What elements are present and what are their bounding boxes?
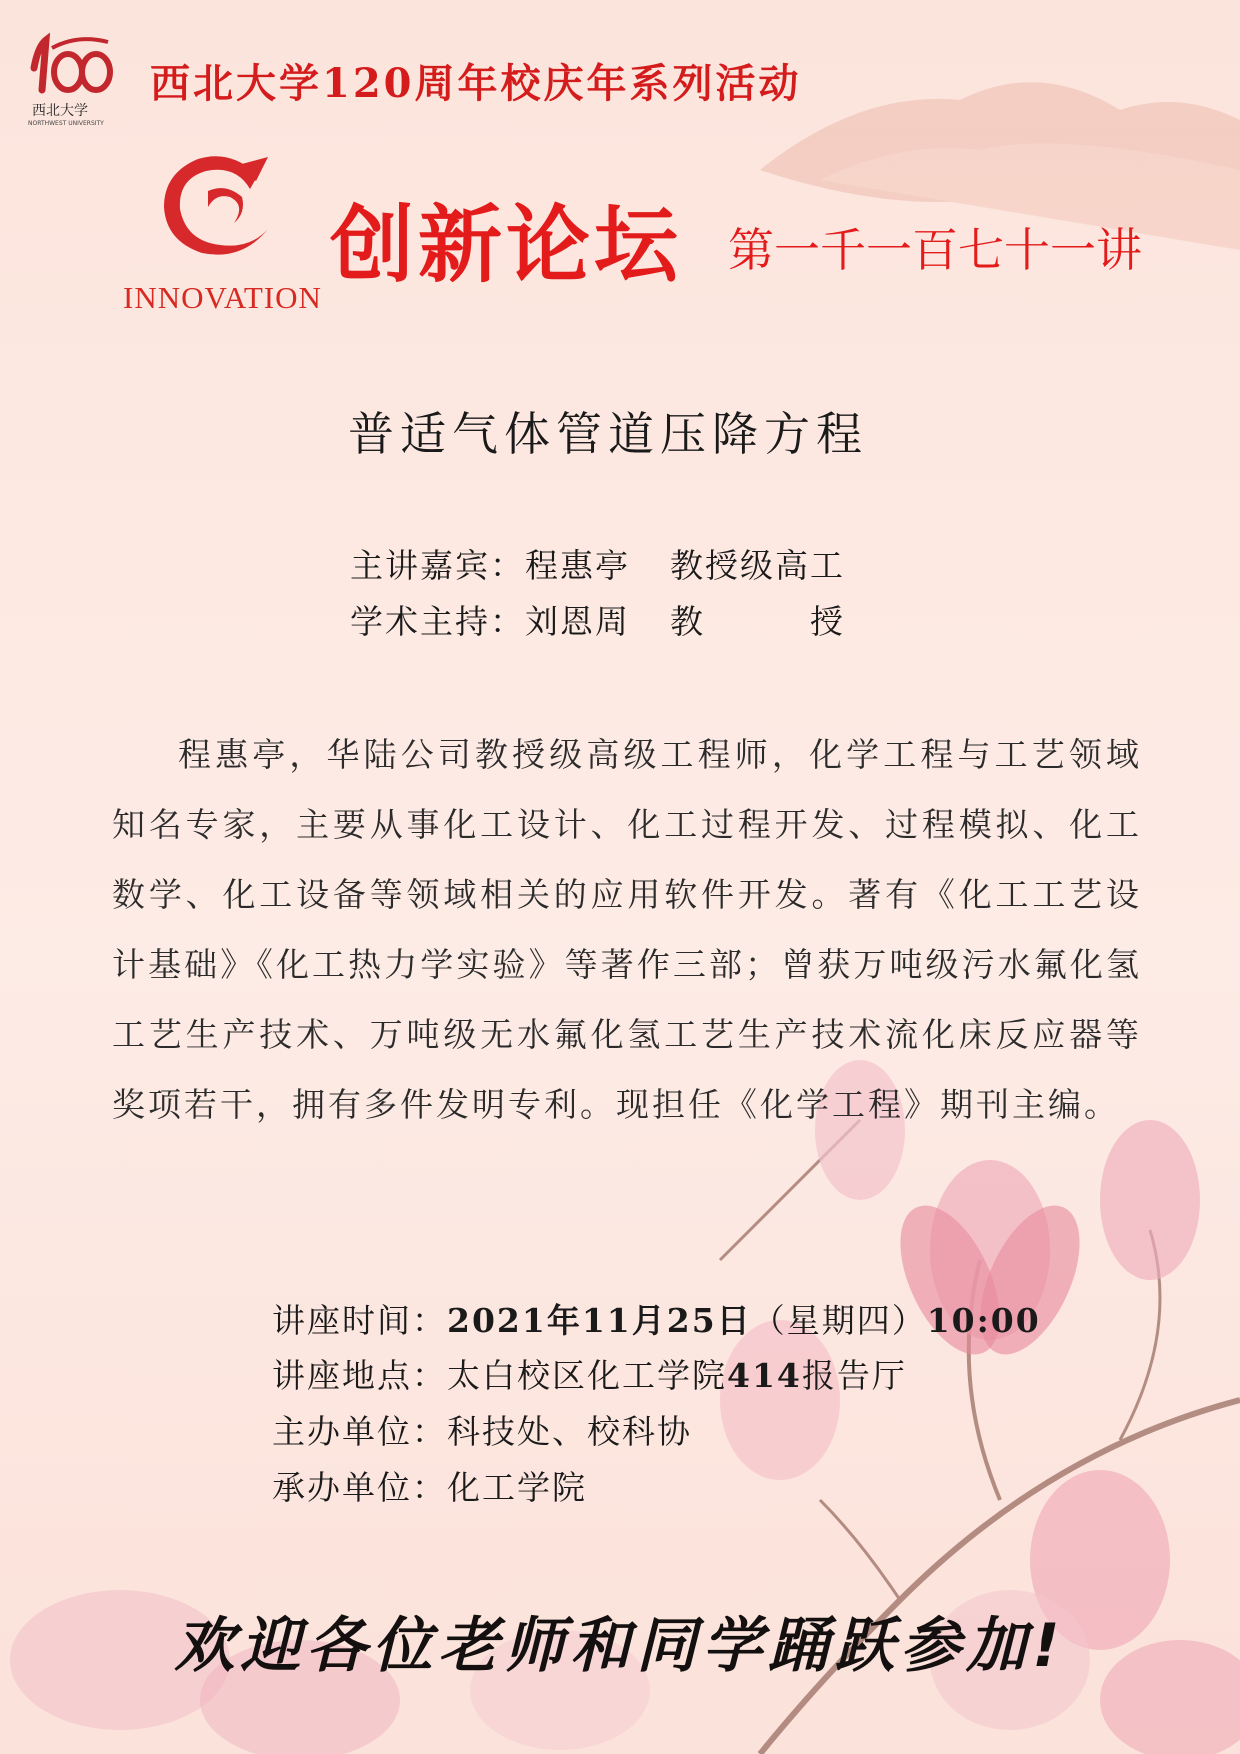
speaker-biography: 程惠亭，华陆公司教授级高级工程师，化学工程与工艺领域知名专家，主要从事化工设计、化工过程开发、过程模拟、化工数学、化工设备等领域相关的应用软件开发。著有《化工工艺设计基础》《化工热力学实验》等著作三部；曾获万吨级污水氟化氢工艺生产技术、万吨级无水氟化氢工艺生产技术流化床反应器等奖项若干，拥有多件发明专利。现担任《化学工程》期刊主编。: [112, 735, 1142, 1124]
event-host-label: 主办单位：: [272, 1412, 447, 1451]
event-organizer-label: 承办单位：: [272, 1468, 447, 1507]
event-time-clock: 10:00: [926, 1301, 1041, 1340]
anniversary-title: 西北大学120周年校庆年系列活动: [150, 60, 802, 107]
anniversary-logo-subtext: NORTHWEST UNIVERSITY: [28, 120, 104, 127]
host-label: 学术主持：: [350, 602, 525, 641]
host-line: [350, 596, 845, 643]
event-place-hall: 报告厅: [801, 1356, 907, 1395]
speaker-label: 主讲嘉宾：: [350, 546, 525, 585]
speaker-line: [350, 540, 845, 587]
forum-name: 创新论坛: [330, 196, 683, 294]
event-host: [272, 1406, 692, 1453]
anniversary-logo-text: 西北大学: [32, 103, 88, 119]
welcome-slogan: 欢迎各位老师和同学踊跃参加!: [174, 1611, 1066, 1681]
host-name: 刘恩周: [525, 602, 630, 641]
host-title: 教 授: [670, 602, 845, 641]
innovation-label: INNOVATION: [123, 280, 322, 315]
forum-logo: [150, 145, 290, 265]
event-organizer-value: 化工学院: [447, 1468, 587, 1507]
event-organizer: [272, 1462, 587, 1509]
innovation-swirl-logo-icon: [150, 145, 290, 265]
lecture-number: 第一千一百七十一讲: [728, 223, 1142, 277]
event-time-date: 2021年11月25日: [447, 1301, 752, 1340]
talk-title: 普适气体管道压降方程: [348, 407, 868, 461]
event-time-label: 讲座时间：: [272, 1301, 447, 1340]
event-place-label: 讲座地点：: [272, 1356, 447, 1395]
event-host-value: 科技处、校科协: [447, 1412, 692, 1451]
event-place-room: 414: [727, 1356, 802, 1395]
speaker-name: 程惠亭: [525, 546, 630, 585]
event-place-campus: 太白校区化工学院: [447, 1356, 727, 1395]
event-time: [272, 1295, 1041, 1342]
event-place: [272, 1350, 907, 1397]
event-time-weekday: （星期四）: [751, 1301, 927, 1340]
speaker-title: 教授级高工: [670, 546, 845, 585]
